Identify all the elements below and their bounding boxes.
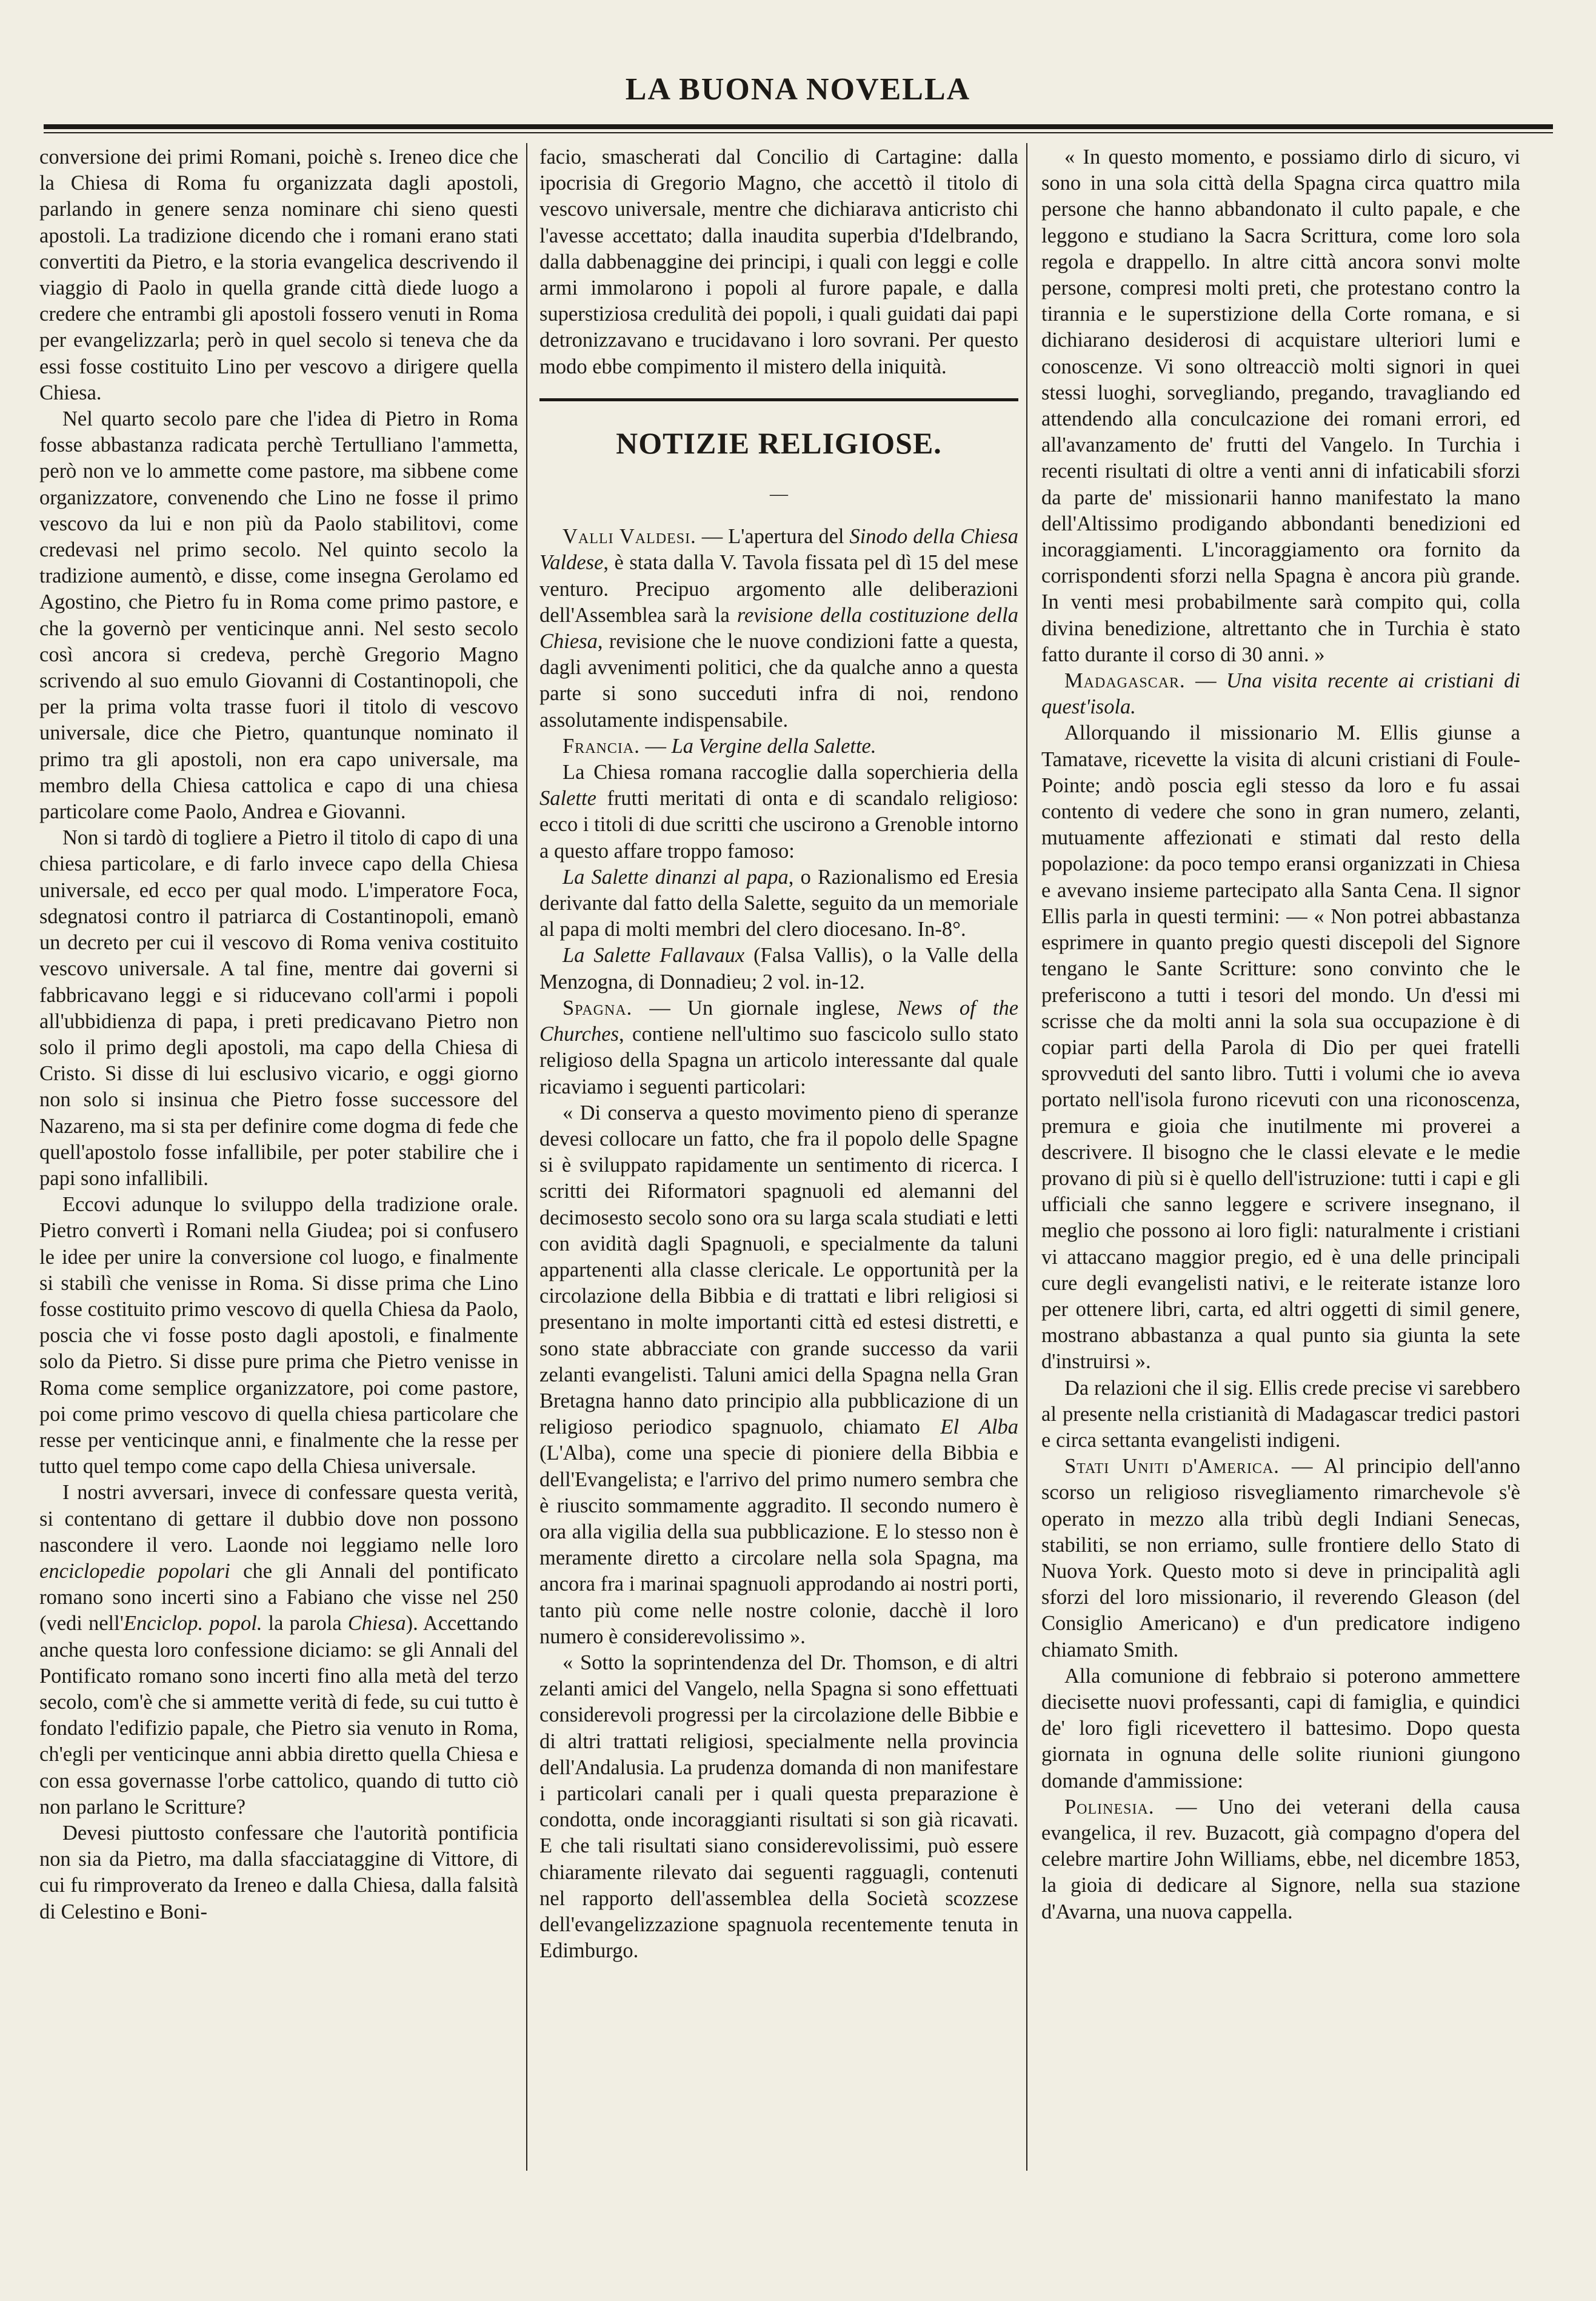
text-run: ). Accettando anche questa loro confessione diciamo: se gli Annali del Pontificato romano sono incerti fino alla metà del terzo secolo, com'è che si ammette verità di fede, su cui tutto è fondato l'edifizio papale, che Pietro sia venuto in Roma, ch'egli per venticinque anni abbia diretto quella Chiesa e con essa governasse l'orbe cattolico, quando di tutto ciò non parlano le Scritture?: [39, 1612, 518, 1818]
paragraph: Devesi piuttosto confessare che l'autorità pontificia non sia da Pietro, ma dalla sfacciataggine di Vittore, di cui fu rimproverato da Ireneo e dalla Chiesa, dalla falsità di Celestino e Boni-: [39, 1822, 518, 1923]
news-heading: Spagna.: [563, 996, 633, 1020]
text-run: (L'Alba), come una specie di pioniere della Bibbia e dell'Evangelista; e l'arrivo del primo numero sembra che è riuscito sommamente aggradito. Il secondo numero è ora alla vigilia della sua pubblicazione. E lo stesso non è meramente diretto a circolare nella sola Spagna, ma ancora fra i marinai spagnuoli approdando ai nostri porti, tanto più come nelle nostre colonie, dacchè il loro numero è considerevolissimo ».: [539, 1441, 1018, 1648]
paragraph: facio, smascherati dal Concilio di Cartagine: dalla ipocrisia di Gregorio Magno, che accettò il titolo di vescovo universale, mentre che dichiarava anticristo chi l'avesse accettato; dalla inaudita superbia d'Idelbrando, dalla dabbenaggine dei principi, i quali con leggi e colle armi immolarono i popoli al furore papale, e dalla superstiziosa credulità dei popoli, i quali guidati dai papi detronizzavano e trucidavano i loro sovrani. Per questo modo ebbe compimento il mistero della iniquità.: [539, 145, 1018, 378]
section-rule: [539, 398, 1018, 401]
italic-run: La Vergine della Salette.: [671, 734, 876, 758]
book-title: La Salette Fallavaux: [563, 944, 745, 967]
text-run: (Falsa Vallis), o la Valle della Menzogna, di Donnadieu; 2 vol. in-12.: [539, 944, 1018, 994]
book-title: La Salette dinanzi al papa: [563, 865, 789, 889]
quote-paragraph: « In questo momento, e possiamo dirlo di sicuro, vi sono in una sola città della Spagna circa quattro mila persone che hanno abbandonato il culto papale, e che leggono e studiano la Sacra Scrittura, come loro sola regola e drappello. In altre città ancora sonvi molte persone, compresi molti preti, che protestano contro la tirannia e le superstizione della Corte romana, e si dichiarano desiderosi di acquistare ulteriori lumi e conoscenze. Vi sono oltreacciò molti signori in quei stessi luoghi, sorvegliando, pregando, travagliando ed attendendo alla conculcazione dei romani errori, ed all'avanzamento de' frutti del Vangelo. In Turchia i recenti risultati di oltre a venti anni di infaticabili sforzi da parte de' missionarii hanno manifestato la mano dell'Altissimo prodigando abbondanti benedizioni ed incoraggiamenti. L'incoraggiamento ora fornito da corrispondenti sforzi nella Spagna è ancora più grande. In venti mesi probabilmente sarà compito qui, colla divina benedizione, altrettanto che in Turchia è stato fatto durante il corso di 30 anni. »: [1041, 145, 1520, 666]
column-divider-right: [1026, 143, 1027, 2171]
news-heading: Stati Uniti d'America.: [1064, 1455, 1280, 1478]
text-run: , è stata dalla V. Tavola fissata pel dì 15 del mese venturo. Precipuo argomento alle deliberazioni dell'Assemblea sarà la: [539, 551, 1018, 627]
masthead-title: LA BUONA NOVELLA: [625, 72, 971, 107]
italic-run: News of the Churches: [539, 996, 1018, 1046]
masthead-rule-thick: [44, 124, 1553, 129]
paragraph: Non si tardò di togliere a Pietro il titolo di capo di una chiesa particolare, e di farlo invece capo della Chiesa universale, ed ecco per qual modo. L'imperatore Foca, sdegnatosi contro il patriarca di Costantinopoli, emanò un decreto per cui il vescovo di Roma veniva costituito vescovo universale. A tal fine, mentre dai governi si fabbricavano leggi e si riducevano coll'armi i popoli all'ubbidienza di papa, i preti predicavano Pietro non solo il primo degli apostoli, ma capo della Chiesa di Cristo. Si disse di lui esclusivo vicario, e oggi giorno non solo si insinua che Pietro fosse successore del Nazareno, ma si sta per definire come dogma di fede che quell'apostolo fosse infallibile, per poter stabilire che i papi sono infallibili.: [39, 826, 518, 1190]
column-divider-left: [526, 143, 527, 2171]
italic-run: Chiesa: [347, 1612, 406, 1635]
column-1: [39, 144, 518, 2205]
text-run: —: [1185, 669, 1226, 693]
italic-run: Una visita recente ai cristiani di quest'isola.: [1041, 669, 1520, 719]
news-heading: Valli Valdesi.: [563, 525, 696, 549]
news-heading: Francia.: [563, 734, 640, 758]
paragraph: Eccovi adunque lo sviluppo della tradizione orale. Pietro convertì i Romani nella Giudea; poi si confusero le idee per unire la conversione col luogo, e finalmente si stabilì che venisse in Roma. Si disse prima che Lino fosse costituito primo vescovo di quella Chiesa da Paolo, poscia che vi fosse posto dagli apostoli, e finalmente solo da Pietro. Si disse pure prima che Pietro venisse in Roma come semplice organizzatore, poi come pastore, poi come primo vescovo di quella chiesa particolare che resse per venticinque anni, e finalmente che la resse per tutto quel tempo come capo della Chiesa universale.: [39, 1193, 518, 1478]
italic-run: Sinodo della Chiesa Valdese: [539, 525, 1018, 575]
news-item-polinesia: [1041, 1794, 1520, 1925]
news-heading: Polinesia.: [1064, 1795, 1155, 1818]
text-run: — Uno dei veterani della causa evangelica, il rev. Buzacott, già compagno d'opera del celebre martire John Williams, ebbe, nel dicembre 1853, la gioia di dedicare al Signore, nella sua stazione d'Avarna, una nuova cappella.: [1041, 1795, 1520, 1923]
text-run: — Un giornale inglese,: [632, 996, 897, 1020]
paragraph: Allorquando il missionario M. Ellis giunse a Tamatave, ricevette la visita di alcuni cristiani di Foule-Pointe; andò poscia egli stesso da loro e fu assai contento di vedere che sono in gran numero, zelanti, mutuamente affezionati e stimati dal resto della popolazione: da poco tempo eransi organizzati in Chiesa e avevano insieme partecipato alla Santa Cena. Il signor Ellis parla in questi termini: — « Non potrei abbastanza esprimere in quanto pregio questi discepoli del Signore tengano le Sante Scritture: sono convinto che le preferiscono a tutti i tesori del mondo. Un d'essi mi scrisse che da molti anni la sola sua occupazione è di copiar parti della Parola di Dio per quei fratelli sprovveduti del santo libro. Tutti i volumi che io aveva portato nell'isola furono ricevuti con una riconoscenza, premura e gioia che inutilmente mi proverei a descrivere. Il bisogno che le classi elevate e le medie provano di più si è quello dell'istruzione: tutti i capi e gli ufficiali che sanno leggere e scrivere insegnano, il meglio che possono ai loro figli: naturalmente i cristiani vi attaccano maggior pregio, ed è una delle principali cure degli evangelisti nativi, e le reiterate istanze loro per ottenere libri, carta, ed altri oggetti di simil genere, mostrano abbastanza a qual punto sia giunta la sete d'instruirsi ».: [1041, 721, 1520, 1374]
news-item-madagascar: [1041, 668, 1520, 720]
news-item-francia: [539, 733, 1018, 760]
paragraph: Alla comunione di febbraio si poterono ammettere diecisette nuovi professanti, capi di famiglia, e quindici de' loro figli ricevettero il battesimo. Dopo questa giornata in ognuna delle solite riunioni giungono domande d'ammissione:: [1041, 1664, 1520, 1792]
text-run: I nostri avversari, invece di confessare questa verità, si contentano di gettare il dubbio dove non possono nascondere il vero. Laonde noi leggiamo nelle loro: [39, 1481, 518, 1557]
italic-run: El Alba: [940, 1415, 1018, 1439]
quote-paragraph: « Sotto la soprintendenza del Dr. Thomson, e di altri zelanti amici del Vangelo, nella Spagna si sono effettuati considerevoli progressi per la circolazione delle Bibbie e di altri trattati religiosi, specialmente nella provincia dell'Andalusia. La prudenza domanda di non manifestare i particolari canali per i quali questa preparazione è condotta, onde incoraggianti risultati si son già ricavati. E che tali risultati siano considerevolissimi, può essere chiaramente rilevato dai seguenti ragguagli, contenuti nel rapporto dell'assemblea della Società scozzese dell'evangelizzazione spagnuola recentemente tenuta in Edimburgo.: [539, 1651, 1018, 1963]
news-item-valli: [539, 524, 1018, 733]
paragraph: Da relazioni che il sig. Ellis crede precise vi sarebbero al presente nella cristianità di Madagascar tredici pastori e circa settanta evangelisti indigeni.: [1041, 1376, 1520, 1452]
column-3: [1041, 144, 1520, 2205]
text-run: , contiene nell'ultimo suo fascicolo sullo stato religioso della Spagna un articolo interessante dal quale ricaviamo i seguenti particolari:: [539, 1023, 1018, 1098]
italic-run: enciclopedie popolari: [39, 1559, 230, 1583]
text-run: frutti meritati di onta e di scandalo religioso: ecco i titoli di due scritti che uscirono a Grenoble intorno a questo affare troppo famoso:: [539, 787, 1018, 863]
paragraph: Nel quarto secolo pare che l'idea di Pietro in Roma fosse abbastanza radicata perchè Tertulliano l'ammetta, però non ve lo ammette come pastore, ma sibbene come organizzatore, convenendo che Lino ne fosse il primo vescovo da lui e non più da Paolo stabilitovi, come credevasi nel primo secolo. Nel quinto secolo la tradizione aumentò, e disse, come insegna Gerolamo ed Agostino, che Pietro fu in Roma come primo pastore, e che la governò per venticinque anni. Nel sesto secolo così ancora si credeva, perchè Gregorio Magno scrivendo al suo emulo Giovanni di Costantinopoli, che per la prima volta trasse fuori il titolo di vescovo universale, dice che Pietro, quantunque nominato il primo tra gli apostoli, non era capo universale, ma membro della Chiesa cattolica e capo di una chiesa particolare come Paolo, Andrea e Giovanni.: [39, 407, 518, 824]
column-2: [539, 144, 1018, 2205]
section-title: NOTIZIE RELIGIOSE.: [616, 426, 942, 460]
section-dash: —: [770, 484, 788, 504]
text-run: La Chiesa romana raccoglie dalla soperchieria della: [563, 761, 1018, 784]
news-heading: Madagascar.: [1064, 669, 1186, 693]
italic-run: revisione della costituzione della Chiesa: [539, 603, 1018, 653]
book-entry: [539, 943, 1018, 995]
text-run: —: [639, 734, 672, 758]
text-run: , revisione che le nuove condizioni fatte a questa, dagli avvenimenti politici, che da qualche anno a questa parte si sono succeduti infra di noi, rendono assolutamente indispensabile.: [539, 630, 1018, 732]
text-run: « Di conserva a questo movimento pieno di speranze devesi collocare un fatto, che fra il popolo delle Spagne si è sviluppato rapidamente un sentimento di ricerca. I scritti dei Riformatori spagnuoli ed alemanni del decimosesto secolo sono ora su larga scala studiati e letti con avidità dagli Spagnuoli, e specialmente da taluni appartenenti alla classe clericale. Le opportunità per la circolazione della Bibbia e di trattati e libri religiosi si presentano in molte importanti città ed estesi distretti, e sono state abbracciate con grande successo da varii zelanti evangelisti. Taluni amici della Spagna nella Gran Bretagna hanno dato principio alla pubblicazione di un religioso periodico spagnuolo, chiamato: [539, 1101, 1018, 1439]
text-run: — Al principio dell'anno scorso un religioso risvegliamento rimarchevole s'è operato in mezzo alla tribù degli Indiani Senecas, stabiliti, se non erriamo, sulle frontiere dello Stato di Nuova York. Questo moto si deve in principalità agli sforzi del loro missionario, il reverendo Gleason (del Consiglio Americano) e d'un predicatore indigeno chiamato Smith.: [1041, 1455, 1520, 1661]
text-run: — L'apertura del: [696, 525, 850, 549]
news-item-usa: [1041, 1454, 1520, 1663]
news-item-spagna: [539, 995, 1018, 1100]
quote-paragraph: [539, 1100, 1018, 1650]
paragraph: [539, 760, 1018, 864]
paragraph: [39, 1480, 518, 1820]
italic-run: Salette: [539, 787, 596, 810]
text-run: che gli Annali del pontificato romano sono incerti sino a Fabiano che visse nel 250 (vedi nell': [39, 1559, 518, 1635]
masthead-rule-thin: [44, 132, 1553, 133]
book-entry: [539, 864, 1018, 943]
text-run: la parola: [262, 1612, 348, 1635]
text-run: , o Razionalismo ed Eresia derivante dal fatto della Salette, seguito da un memoriale al papa di molti membri del clero diocesano. In-8°.: [539, 865, 1018, 941]
italic-run: Enciclop. popol.: [123, 1612, 262, 1635]
paragraph: conversione dei primi Romani, poichè s. Ireneo dice che la Chiesa di Roma fu organizzata dagli apostoli, parlando in genere senza nominare chi sieno questi apostoli. La tradizione dicendo che i romani erano stati convertiti da Pietro, e la storia evangelica descrivendo il viaggio di Paolo in quella grande città diede luogo a credere che entrambi gli apostoli fossero venuti in Roma per evangelizzarla; però in quel secolo si teneva che da essi fosse costituito Lino per vescovo a dirigere quella Chiesa.: [39, 145, 518, 404]
